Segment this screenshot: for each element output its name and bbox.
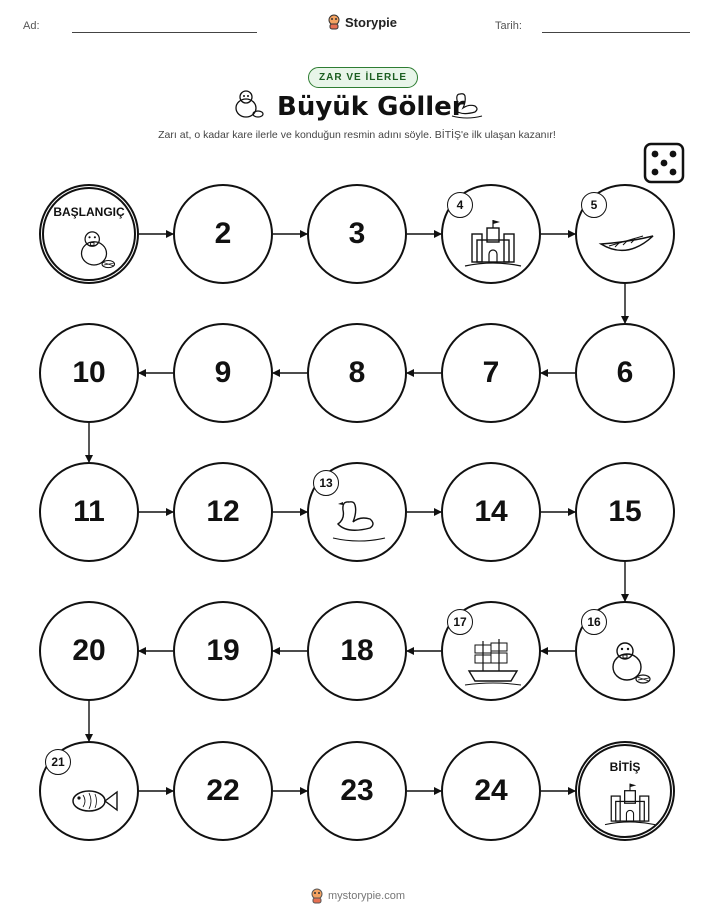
square-number: 22 xyxy=(206,774,240,807)
start-square xyxy=(39,184,139,284)
square-number: 15 xyxy=(608,495,642,528)
date-label: Tarih: xyxy=(495,20,522,32)
board-square xyxy=(39,323,139,423)
beaver-icon xyxy=(597,633,657,689)
square-number-badge: 21 xyxy=(45,749,71,775)
square-number-badge: 17 xyxy=(447,609,473,635)
board-square xyxy=(39,601,139,701)
square-number: 19 xyxy=(206,634,240,667)
storypie-logo-icon xyxy=(310,888,324,904)
footer-url: mystorypie.com xyxy=(328,890,406,902)
square-number: 2 xyxy=(214,217,232,250)
board-square xyxy=(307,184,407,284)
square-number: 23 xyxy=(340,774,374,807)
square-number: 10 xyxy=(72,356,106,389)
footer xyxy=(310,888,405,904)
board-square xyxy=(173,462,273,562)
brand-name: Storypie xyxy=(345,14,398,30)
sandcastle-icon xyxy=(602,780,658,830)
board-square xyxy=(575,323,675,423)
board-square xyxy=(307,601,407,701)
square-number: 7 xyxy=(482,356,500,389)
square-number: 3 xyxy=(348,217,366,250)
fish-icon xyxy=(61,773,121,829)
board-square xyxy=(441,462,541,562)
square-number: 6 xyxy=(616,356,634,389)
name-label: Ad: xyxy=(23,20,40,32)
square-number: 14 xyxy=(474,495,508,528)
finish-label: BİTİŞ xyxy=(609,760,641,774)
square-number: 9 xyxy=(214,356,232,389)
board-square xyxy=(307,323,407,423)
board-square xyxy=(173,601,273,701)
square-number: 12 xyxy=(206,495,240,528)
square-number: 11 xyxy=(73,495,105,528)
square-number-badge: 16 xyxy=(581,609,607,635)
square-number: 18 xyxy=(340,634,374,667)
board-square xyxy=(39,462,139,562)
square-number: 20 xyxy=(72,634,106,667)
canoe-icon xyxy=(597,216,657,272)
board-square xyxy=(575,462,675,562)
board-square xyxy=(39,741,139,841)
activity-badge: ZAR VE İLERLE xyxy=(308,67,418,88)
board-square xyxy=(307,462,407,562)
board-square xyxy=(173,323,273,423)
beaver-icon xyxy=(66,223,122,273)
page-title: Büyük Göller xyxy=(277,92,465,122)
board-square xyxy=(441,601,541,701)
sandcastle-icon xyxy=(463,216,523,272)
board-square xyxy=(307,741,407,841)
square-number-badge: 13 xyxy=(313,470,339,496)
board-square xyxy=(441,323,541,423)
square-number: 8 xyxy=(348,356,366,389)
square-number: 24 xyxy=(474,774,508,807)
board-square xyxy=(441,741,541,841)
board-square xyxy=(575,184,675,284)
finish-square xyxy=(575,741,675,841)
swan-icon xyxy=(329,494,389,550)
square-number-badge: 4 xyxy=(447,192,473,218)
board-square xyxy=(441,184,541,284)
board-square xyxy=(575,601,675,701)
ship-icon xyxy=(463,633,523,689)
board-square xyxy=(173,184,273,284)
instructions: Zarı at, o kadar kare ilerle ve konduğun resmin adını söyle. BİTİŞ'e ilk ulaşan kazanır! xyxy=(158,129,556,141)
start-label: BAŞLANGIÇ xyxy=(53,205,125,219)
board-square xyxy=(173,741,273,841)
square-number-badge: 5 xyxy=(581,192,607,218)
